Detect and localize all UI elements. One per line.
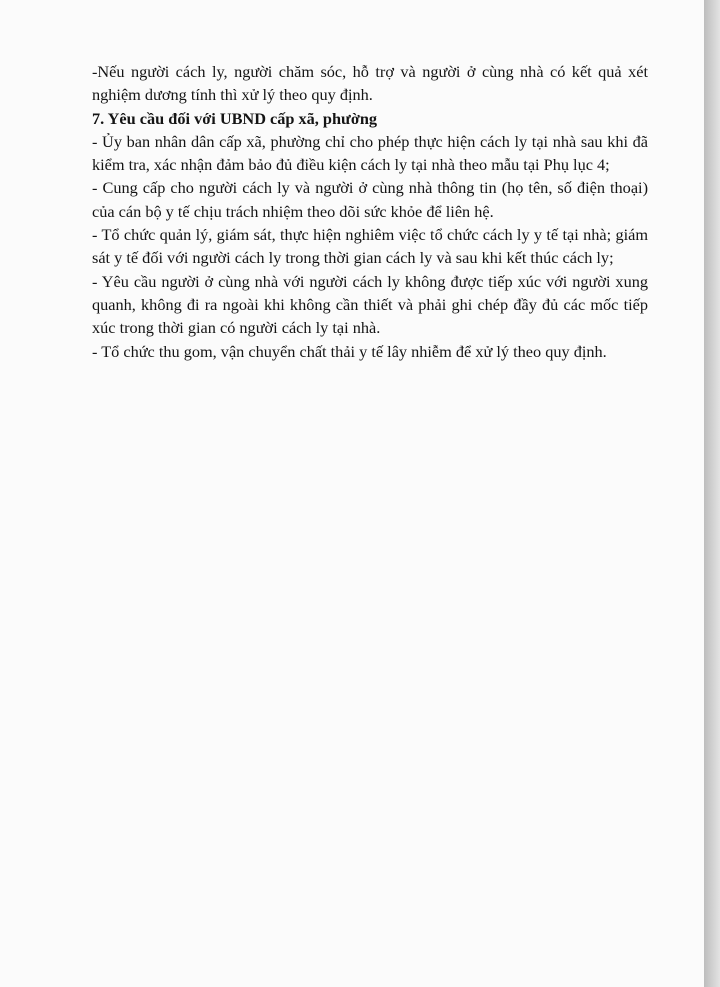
paragraph-commune-permission: - Ủy ban nhân dân cấp xã, phường chỉ cho phép thực hiện cách ly tại nhà sau khi đã kiểm tra, xác nhận đảm bảo đủ điều kiện cách ly tại nhà theo mẫu tại Phụ lục 4; [92,131,648,175]
section-heading-commune-requirements: 7. Yêu cầu đối với UBND cấp xã, phường [92,108,378,128]
paragraph-supervision: - Tổ chức quản lý, giám sát, thực hiện nghiêm việc tổ chức cách ly y tế tại nhà; giám sát y tế đối với người cách ly trong thời gian cách ly và sau khi kết thúc cách ly; [92,225,648,268]
page-edge-shadow [704,0,720,987]
paragraph-provide-contact-info: - Cung cấp cho người cách ly và người ở cùng nhà thông tin (họ tên, số điện thoại) của cán bộ y tế chịu trách nhiệm theo dõi sức khỏe để liên hệ. [92,178,648,221]
paragraph-positive-test: -Nếu người cách ly, người chăm sóc, hỗ trợ và người ở cùng nhà có kết quả xét nghiệm dương tính thì xử lý theo quy định. [92,62,648,105]
paragraph-household-requirements: - Yêu cầu người ở cùng nhà với người cách ly không được tiếp xúc với người xung quanh, không đi ra ngoài khi không cần thiết và phải ghi chép đầy đủ các mốc tiếp xúc trong thời gian có người cách ly tại nhà. [92,271,648,338]
document-body [92,60,648,363]
paragraph-waste-collection: - Tổ chức thu gom, vận chuyển chất thải y tế lây nhiễm để xử lý theo quy định. [92,341,607,361]
